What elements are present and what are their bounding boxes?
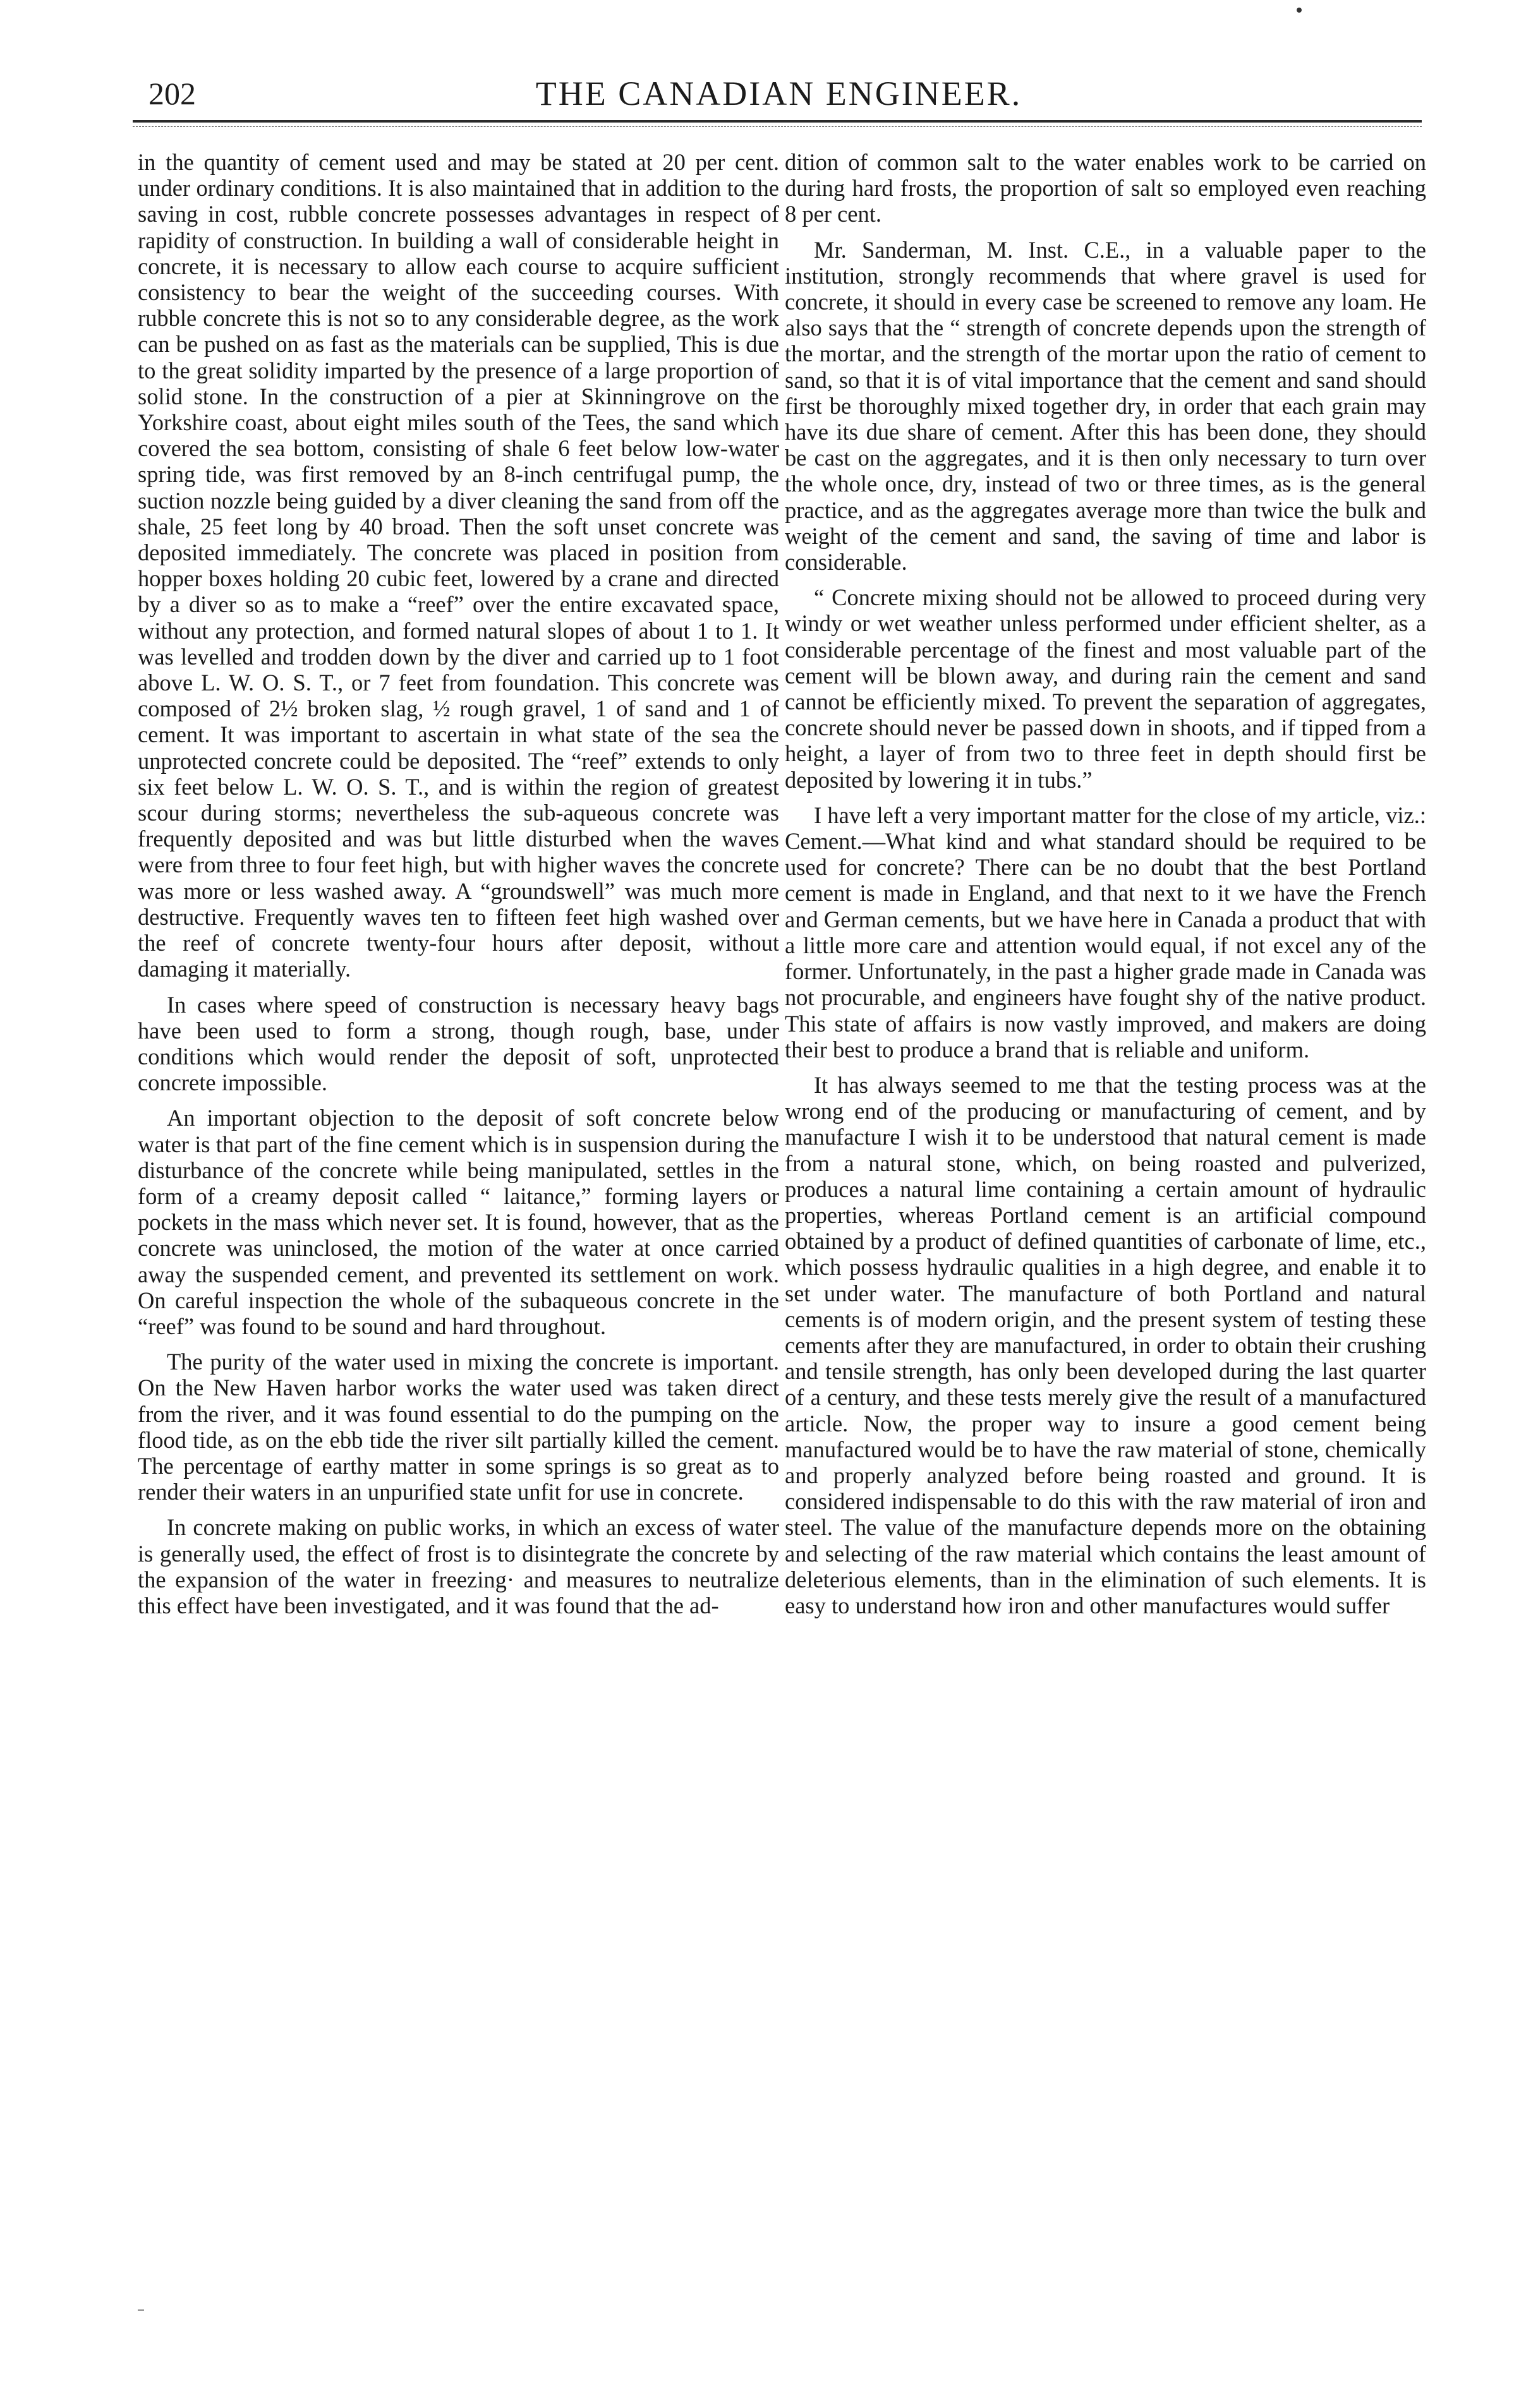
page-number: 202 <box>148 76 196 111</box>
header-rule <box>133 120 1422 123</box>
paragraph: The purity of the water used in mixing the concrete is important. On the New Haven harbor works the water used was taken direct from the river, and it was found essential to do the pumping on the flood tide, as on the ebb tide the river silt partially killed the cement. The percentage of earthy matter in some springs is so great as to render their waters in an unpurified state unfit for use in concrete. <box>138 1349 779 1505</box>
paragraph: “ Concrete mixing should not be allowed to proceed during very windy or wet weather unless performed under efficient shelter, as a considerable percentage of the finest and most valuable part of the cement will be blown away, and during rain the cement and sand cannot be efficiently mixed. To prevent the separation of aggregates, concrete should never be passed down in shoots, and if tipped from a height, a layer of from two to three feet in depth should first be deposited by lowering it in tubs.” <box>785 584 1426 793</box>
paragraph: It has always seemed to me that the testing process was at the wrong end of the producing or manufacturing of cement, and by manufacture I wish it to be understood that natural cement is made from a natural stone, which, on being roasted and pulverized, produces a natural lime containing a certain amount of hydraulic properties, whereas Portland cement is an artificial compound obtained by a product of defined quantities of carbonate of lime, etc., which possess hydraulic qualities in a high degree, and enable it to set under water. The manufacture of both Portland and natural cements is of modern origin, and the present system of testing these cements after they are manufactured, in order to obtain their crushing and tensile strength, has only been developed during the last quarter of a century, and these tests merely give the result of a manufactured article. Now, the proper way to insure a good cement being manufactured would be to have the raw material of stone, chemically and properly analyzed before being roasted and ground. It is considered indispensable to do this with the raw material of iron and steel. The value of the manufacture depends more on the obtaining and selecting of the raw material which contains the least amount of deleterious elements, than in the elimination of such elements. It is easy to understand how iron and other manufactures would suffer <box>785 1071 1426 1618</box>
paragraph: In cases where speed of construction is necessary heavy bags have been used to form a strong, though rough, base, under conditions which would render the deposit of soft, unprotected concrete impossible. <box>138 991 779 1096</box>
journal-title: THE CANADIAN ENGINEER. <box>535 75 1022 112</box>
paragraph: I have left a very important matter for the close of my article, viz.: Cement.—What kind and what standard should be required to be used for concrete? There can be no doubt that the best Portland cement is made in England, and that next to it we have the French and German cements, but we have here in Canada a product that with a little more care and attention would equal, if not excel any of the former. Unfortunately, in the past a higher grade made in Canada was not procurable, and engineers have fought shy of the native product. This state of affairs is now vastly improved, and makers are doing their best to produce a brand that is reliable and uniform. <box>785 802 1426 1063</box>
page-mark <box>138 2309 144 2311</box>
right-column <box>785 149 1426 1628</box>
page-header <box>130 75 1428 112</box>
paragraph: An important objection to the deposit of soft concrete below water is that part of the fine cement which is in suspension during the disturbance of the concrete while being manipulated, settles in the form of a creamy deposit called “ laitance,” forming layers or pockets in the mass which never set. It is found, however, that as the concrete was uninclosed, the motion of the water at once carried away the suspended cement, and prevented its settlement on work. On careful inspection the whole of the subaqueous concrete in the “reef” was found to be sound and hard throughout. <box>138 1105 779 1339</box>
paragraph: in the quantity of cement used and may be stated at 20 per cent. under ordinary conditions. It is also maintained that in addition to the saving in cost, rubble concrete possesses advantages in respect of rapidity of construction. In building a wall of considerable height in concrete, it is necessary to allow each course to acquire sufficient consistency to bear the weight of the succeeding courses. With rubble concrete this is not so to any considerable degree, as the work can be pushed on as fast as the materials can be supplied, This is due to the great solidity imparted by the presence of a large proportion of solid stone. In the construction of a pier at Skinningrove on the Yorkshire coast, about eight miles south of the Tees, the sand which covered the sea bottom, consisting of shale 6 feet below low-water spring tide, was first removed by an 8-inch centrifugal pump, the suction nozzle being guided by a diver cleaning the sand from off the shale, 25 feet long by 40 broad. Then the soft unset concrete was deposited immediately. The concrete was placed in position from hopper boxes holding 20 cubic feet, lowered by a crane and directed by a diver so as to make a “reef” over the entire excavated space, without any protection, and formed natural slopes of about 1 to 1. It was levelled and trodden down by the diver and carried up to 1 foot above L. W. O. S. T., or 7 feet from foundation. This concrete was composed of 2½ broken slag, ½ rough gravel, 1 of sand and 1 of cement. It was important to ascertain in what state of the sea the unprotected concrete could be deposited. The “reef” extends to only six feet below L. W. O. S. T., and is within the region of greatest scour during storms; nevertheless the sub-aqueous concrete was frequently deposited and was but little disturbed when the waves were from three to four feet high, but with higher waves the concrete was more or less washed away. A “groundswell” was much more destructive. Frequently waves ten to fifteen feet high washed over the reef of concrete twenty-four hours after deposit, without damaging it materially. <box>138 149 779 982</box>
paragraph: dition of common salt to the water enables work to be carried on during hard frosts, the proportion of salt so employed even reaching 8 per cent. <box>785 149 1426 227</box>
paragraph: Mr. Sanderman, M. Inst. C.E., in a valuable paper to the institution, strongly recommends that where gravel is used for concrete, it should in every case be screened to remove any loam. He also says that the “ strength of concrete depends upon the strength of the mortar, and the strength of the mortar upon the ratio of cement to sand, so that it is of vital importance that the cement and sand should first be thoroughly mixed together dry, in order that each grain may have its due share of cement. After this has been done, they should be cast on the aggregates, and it is then only necessary to turn over the whole once, dry, instead of two or three times, as is the general practice, and as the aggregates average more than twice the bulk and weight of the cement and sand, the saving of time and labor is considerable. <box>785 236 1426 575</box>
ink-speck <box>1297 8 1302 13</box>
paragraph: In concrete making on public works, in which an excess of water is generally used, the effect of frost is to disintegrate the concrete by the expansion of the water in freezing· and measures to neutralize this effect have been investigated, and it was found that the ad- <box>138 1514 779 1618</box>
header-rule-secondary <box>133 126 1422 127</box>
left-column <box>138 149 779 1628</box>
